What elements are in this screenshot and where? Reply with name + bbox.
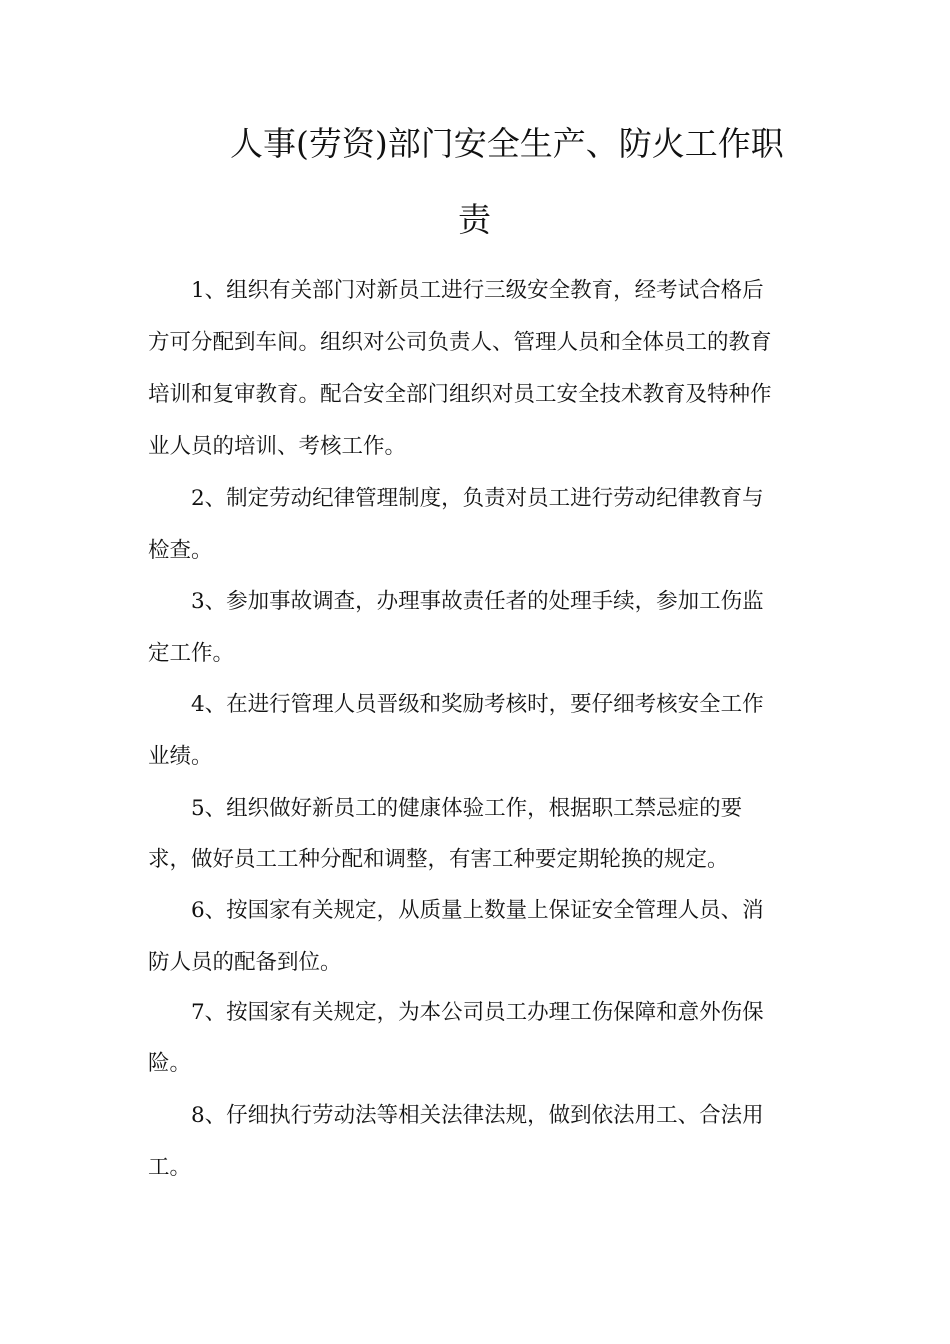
paragraph-6-line-1: 6、按国家有关规定，从质量上数量上保证安全管理人员、消: [191, 898, 764, 923]
paragraph-2-line-1: 2、制定劳动纪律管理制度，负责对员工进行劳动纪律教育与: [191, 486, 764, 511]
paragraph-2-line-2: 检查。: [148, 538, 213, 563]
document-title-line-1: 人事(劳资)部门安全生产、防火工作职: [230, 124, 784, 163]
paragraph-6-line-2: 防人员的配备到位。: [148, 950, 342, 975]
paragraph-4-line-2: 业绩。: [148, 744, 213, 769]
paragraph-1-line-4: 业人员的培训、考核工作。: [148, 434, 407, 459]
paragraph-3-line-2: 定工作。: [148, 641, 235, 666]
paragraph-7-line-1: 7、按国家有关规定，为本公司员工办理工伤保障和意外伤保: [191, 1000, 764, 1025]
paragraph-7-line-2: 险。: [148, 1051, 192, 1076]
paragraph-1-line-1: 1、组织有关部门对新员工进行三级安全教育，经考试合格后: [191, 278, 764, 303]
paragraph-8-line-1: 8、仔细执行劳动法等相关法律法规，做到依法用工、合法用: [191, 1103, 764, 1128]
document-title-line-2: 责: [458, 200, 491, 239]
paragraph-5-line-1: 5、组织做好新员工的健康体验工作，根据职工禁忌症的要: [191, 796, 743, 821]
paragraph-1-line-2: 方可分配到车间。组织对公司负责人、管理人员和全体员工的教育: [148, 330, 772, 355]
paragraph-5-line-2: 求，做好员工工种分配和调整，有害工种要定期轮换的规定。: [148, 847, 729, 872]
paragraph-1-line-3: 培训和复审教育。配合安全部门组织对员工安全技术教育及特种作: [148, 382, 772, 407]
paragraph-4-line-1: 4、在进行管理人员晋级和奖励考核时，要仔细考核安全工作: [191, 692, 764, 717]
paragraph-8-line-2: 工。: [148, 1155, 192, 1180]
paragraph-3-line-1: 3、参加事故调查，办理事故责任者的处理手续，参加工伤监: [191, 589, 764, 614]
